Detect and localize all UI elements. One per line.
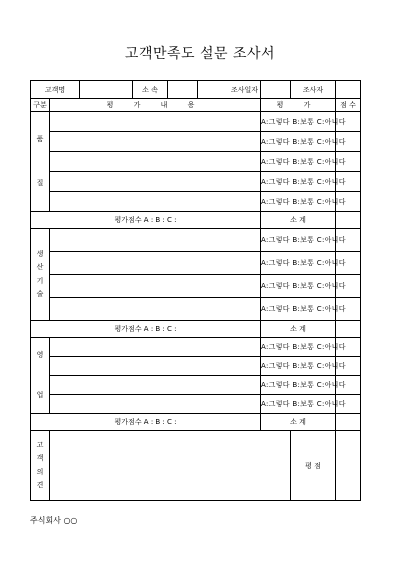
survey-form-table [30, 80, 361, 501]
content-field[interactable] [50, 229, 261, 252]
category-char: 고 [36, 440, 44, 449]
category-char: 산 [36, 263, 44, 272]
customer-name-label: 고객명 [31, 81, 80, 99]
content-field[interactable] [50, 376, 261, 395]
survey-date-label: 조사일자 [198, 81, 261, 99]
company-footer: 주식회사 ○○ [30, 516, 78, 525]
category-char: 견 [36, 480, 44, 489]
subtotal-field[interactable] [336, 414, 361, 431]
subtotal-field[interactable] [336, 212, 361, 229]
opinion-category-label [31, 431, 50, 501]
category-header: 구분 [31, 99, 50, 112]
evaluation-options[interactable]: A:그렇다 B:보통 C:아니다 [261, 192, 336, 212]
sales-row [31, 376, 361, 395]
category-char: 업 [36, 390, 44, 399]
content-field[interactable] [50, 192, 261, 212]
production-row [31, 229, 361, 252]
production-summary-row [31, 321, 361, 338]
content-field[interactable] [50, 132, 261, 152]
content-field[interactable] [50, 252, 261, 275]
header-row [31, 99, 361, 112]
production-category-label [31, 229, 50, 321]
sales-summary-row [31, 414, 361, 431]
content-field[interactable] [50, 338, 261, 357]
evaluation-options[interactable]: A:그렇다 B:보통 C:아니다 [261, 357, 336, 376]
subtotal-label: 소 계 [261, 212, 336, 229]
category-char: 생 [36, 249, 44, 258]
remarks-label: 평 점 [291, 431, 336, 501]
category-char: 품 [36, 135, 44, 144]
production-row [31, 252, 361, 275]
subtotal-label: 소 계 [261, 414, 336, 431]
quality-category-label [31, 112, 50, 212]
department-label: 소 속 [133, 81, 168, 99]
surveyor-label: 조사자 [291, 81, 336, 99]
customer-name-field[interactable] [80, 81, 133, 99]
category-char: 기 [36, 276, 44, 285]
score-header: 점 수 [336, 99, 361, 112]
department-field[interactable] [168, 81, 198, 99]
sales-category-label [31, 338, 50, 414]
evaluation-options[interactable]: A:그렇다 B:보통 C:아니다 [261, 338, 336, 357]
subtotal-label: 소 계 [261, 321, 336, 338]
category-char: 영 [36, 351, 44, 360]
score-summary-label: 평가점수 A : B : C : [31, 321, 261, 338]
quality-row [31, 192, 361, 212]
quality-row [31, 152, 361, 172]
category-char: 술 [36, 289, 44, 298]
quality-summary-row [31, 212, 361, 229]
quality-row [31, 112, 361, 132]
content-field[interactable] [50, 172, 261, 192]
subtotal-field[interactable] [336, 321, 361, 338]
content-field[interactable] [50, 395, 261, 414]
category-char: 의 [36, 467, 44, 476]
category-char: 질 [36, 178, 44, 187]
opinion-field[interactable] [50, 431, 291, 501]
info-row [31, 81, 361, 99]
evaluation-options[interactable]: A:그렇다 B:보통 C:아니다 [261, 172, 336, 192]
score-summary-label: 평가점수 A : B : C : [31, 212, 261, 229]
evaluation-options[interactable]: A:그렇다 B:보통 C:아니다 [261, 275, 336, 298]
form-title: 고객만족도 설문 조사서 [124, 46, 276, 62]
evaluation-options[interactable]: A:그렇다 B:보통 C:아니다 [261, 229, 336, 252]
evaluation-options[interactable]: A:그렇다 B:보통 C:아니다 [261, 152, 336, 172]
evaluation-options[interactable]: A:그렇다 B:보통 C:아니다 [261, 376, 336, 395]
evaluation-options[interactable]: A:그렇다 B:보통 C:아니다 [261, 132, 336, 152]
surveyor-field[interactable] [336, 81, 361, 99]
content-field[interactable] [50, 152, 261, 172]
evaluation-options[interactable]: A:그렇다 B:보통 C:아니다 [261, 252, 336, 275]
production-row [31, 298, 361, 321]
remarks-field[interactable] [336, 431, 361, 501]
evaluation-options[interactable]: A:그렇다 B:보통 C:아니다 [261, 298, 336, 321]
content-header: 평 가 내 용 [50, 99, 261, 112]
quality-row [31, 172, 361, 192]
sales-row [31, 338, 361, 357]
sales-row [31, 357, 361, 376]
score-summary-label: 평가점수 A : B : C : [31, 414, 261, 431]
evaluation-options[interactable]: A:그렇다 B:보통 C:아니다 [261, 112, 336, 132]
opinion-row [31, 431, 361, 501]
content-field[interactable] [50, 112, 261, 132]
quality-row [31, 132, 361, 152]
sales-row [31, 395, 361, 414]
category-char: 객 [36, 454, 44, 463]
evaluation-header: 평 가 [261, 99, 336, 112]
content-field[interactable] [50, 275, 261, 298]
production-row [31, 275, 361, 298]
content-field[interactable] [50, 357, 261, 376]
content-field[interactable] [50, 298, 261, 321]
survey-date-field[interactable] [261, 81, 291, 99]
evaluation-options[interactable]: A:그렇다 B:보통 C:아니다 [261, 395, 336, 414]
